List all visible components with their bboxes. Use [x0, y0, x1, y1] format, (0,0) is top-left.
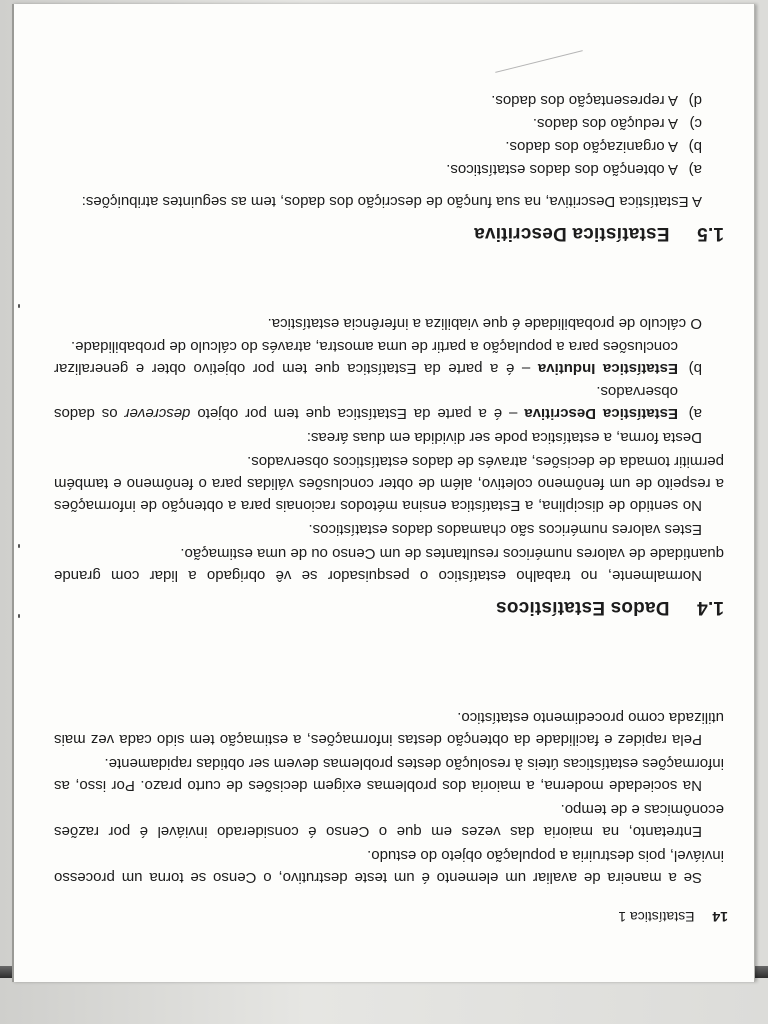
book-page: [12, 4, 755, 982]
list-item-text: A organização dos dados.: [505, 138, 678, 155]
pen-mark: [495, 50, 583, 73]
paragraph: Desta forma, a estatística pode ser dividida em duas áreas:: [306, 429, 702, 446]
binding-mark: [18, 304, 20, 308]
paragraph: A Estatística Descritiva, na sua função de descrição dos dados, tem as seguintes atribuições:: [81, 193, 702, 210]
list-item-text-part: – é a parte da Estatística que tem por objetivo obter e generalizar conclusões para a população a partir de uma amostra, através do cálculo de probabilidade.: [54, 338, 678, 377]
page-content-upside-down: [54, 34, 734, 934]
list-item: [54, 89, 702, 111]
section-heading: [54, 596, 724, 618]
section-title: Estatística Descritiva: [473, 223, 670, 244]
list-marker: b): [688, 360, 702, 377]
running-title: Estatística 1: [618, 909, 695, 925]
list-item: [54, 335, 702, 379]
list-marker: d): [688, 92, 702, 109]
list-item-text-part: – é a parte da Estatística que tem por objeto: [190, 405, 525, 422]
term-bold: Estatística Descritiva: [524, 405, 678, 422]
list-item-text: [54, 380, 678, 424]
list-item-text-part: os dados observados.: [53, 383, 678, 422]
section-1-5: [54, 88, 724, 244]
section-1-4: [54, 310, 724, 618]
paragraph: Normalmente, no trabalho estatístico o pesquisador se vê obrigado a lidar com grande quantidade de valores numéricos resultantes de um Censo ou de uma estimação.: [54, 545, 724, 584]
list-item: [54, 158, 702, 180]
list-item-text: A representação dos dados.: [491, 92, 678, 109]
page-number: 14: [712, 909, 728, 925]
paragraph: Pela rapidez e facilidade da obtenção destas informações, a estimação tem sido cada vez mais utilizada como procedimento estatístico.: [54, 709, 724, 748]
list-marker: c): [689, 115, 702, 132]
list-marker: a): [688, 161, 702, 178]
section-number: 1.4: [696, 597, 724, 618]
paragraph: Se a maneira de avaliar um elemento é um teste destrutivo, o Censo se torna um processo inviável, pois destruiria a população objeto do estudo.: [54, 847, 724, 886]
term-bold: Estatística Indutiva: [537, 360, 678, 377]
paragraph: Estes valores numéricos são chamados dados estatísticos.: [308, 521, 702, 538]
section-title: Dados Estatísticos: [495, 597, 670, 618]
list-item: [54, 135, 702, 157]
list-item-text: [54, 335, 678, 379]
list-item-text: A obtenção dos dados estatísticos.: [446, 161, 678, 178]
binding-mark: [18, 544, 20, 548]
intro-text: [54, 704, 724, 888]
paragraph: No sentido de disciplina, a Estatística ensina métodos racionais para a obtenção de informações a respeito de um fenômeno coletivo, além de obter conclusões válidas para o fenômeno e também permitir tomada de decisões, através de dados estatísticos observados.: [54, 453, 724, 514]
paragraph: Na sociedade moderna, a maioria dos problemas exigem decisões de curto prazo. Por isso, as informações estatísticas úteis à resolução destes problemas devem ser obtidas rapidamente.: [54, 755, 724, 794]
paragraph: Entretanto, na maioria das vezes em que o Censo é considerado inviável é por razões econômicas e de tempo.: [54, 801, 724, 840]
running-header: [618, 906, 728, 928]
binding-mark: [18, 614, 20, 618]
section-heading: [54, 222, 724, 244]
paragraph: O cálculo de probabilidade é que viabiliza a inferência estatística.: [267, 315, 702, 332]
term-italic: descrever: [124, 405, 191, 422]
list-item: [54, 380, 702, 424]
section-number: 1.5: [696, 223, 724, 244]
list-marker: a): [688, 405, 702, 422]
list-marker: b): [688, 138, 702, 155]
list-item-text: A redução dos dados.: [532, 115, 678, 132]
list-item: [54, 112, 702, 134]
